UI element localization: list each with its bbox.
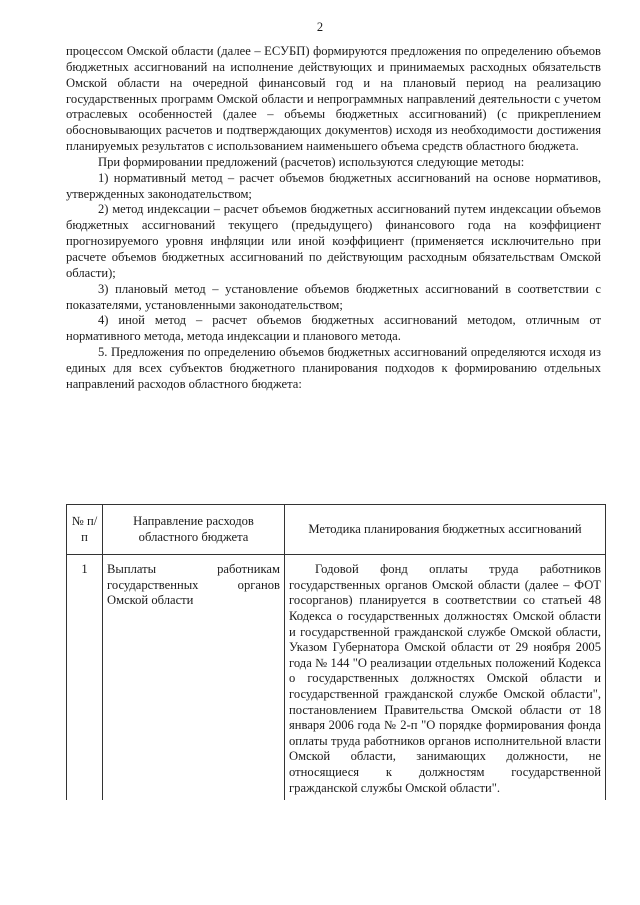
paragraph-methods-intro: При формировании предложений (расчетов) используются следующие методы: <box>98 154 525 169</box>
header-num: № п/п <box>67 505 103 555</box>
header-direction: Направление расходов областного бюджета <box>103 505 285 555</box>
row-num: 1 <box>67 555 103 800</box>
row-direction: Выплаты работникам государственных органов Омской области <box>103 555 285 800</box>
paragraph-method-indexation: 2) метод индексации – расчет объемов бюджетных ассигнований путем индексации объемов бюджетных ассигнований текущего (предыдущего) финансового года на коэффициент прогнозируемого уровня инфляции или иной коэффициент (применяется исключительно при расчете объемов бюджетных ассигнований по действующим расходным обязательствам Омской области); <box>66 202 601 280</box>
header-method: Методика планирования бюджетных ассигнований <box>285 505 606 555</box>
paragraph-method-planned: 3) плановый метод – установление объемов бюджетных ассигнований в соответствии с показателями, установленными законодательством; <box>66 281 601 312</box>
budget-directions-table <box>66 504 606 800</box>
row-method: Годовой фонд оплаты труда работников государственных органов Омской области (далее – ФОТ госорганов) планируется в соответствии со статьей 48 Кодекса о государственных должностях Омской области и государственной гражданской службе Омской области, Указом Губернатора Омской области от 29 ноября 2005 года № 144 "О реализации отдельных положений Кодекса о государственных должностях Омской области и государственной гражданской службе Омской области", постановлением Правительства Омской области от 18 января 2006 года № 2-п "О порядке формирования фонда оплаты труда работников органов исполнительной власти Омской области, занимающих должности, не относящиеся к должностям государственной гражданской службы Омской области". <box>285 555 606 800</box>
table-row <box>67 555 606 800</box>
paragraph-item-5: 5. Предложения по определению объемов бюджетных ассигнований определяются исходя из единых для всех субъектов бюджетного планирования подходов к формированию отдельных направлений расходов областного бюджета: <box>66 345 601 391</box>
page-number: 2 <box>316 20 324 34</box>
paragraph-esubp: процессом Омской области (далее – ЕСУБП) формируются предложения по определению объемов бюджетных ассигнований на исполнение действующих и принимаемых расходных обязательств Омской области на очередной финансовый год и на плановый период на реализацию государственных программ Омской области и непрограммных направлений деятельности с учетом отраслевых особенностей (далее – объемы бюджетных ассигнований) (с прикреплением обосновывающих расчетов и подтверждающих документов) исходя из необходимости достижения планируемых результатов с использованием наименьшего объема средств областного бюджета. <box>66 44 601 154</box>
document-body <box>66 44 601 393</box>
paragraph-method-other: 4) иной метод – расчет объемов бюджетных ассигнований методом, отличным от нормативного метода, метода индексации и планового метода. <box>66 313 601 344</box>
paragraph-method-normative: 1) нормативный метод – расчет объемов бюджетных ассигнований на основе нормативов, утвержденных законодательством; <box>66 170 601 201</box>
table-header-row <box>67 505 606 555</box>
